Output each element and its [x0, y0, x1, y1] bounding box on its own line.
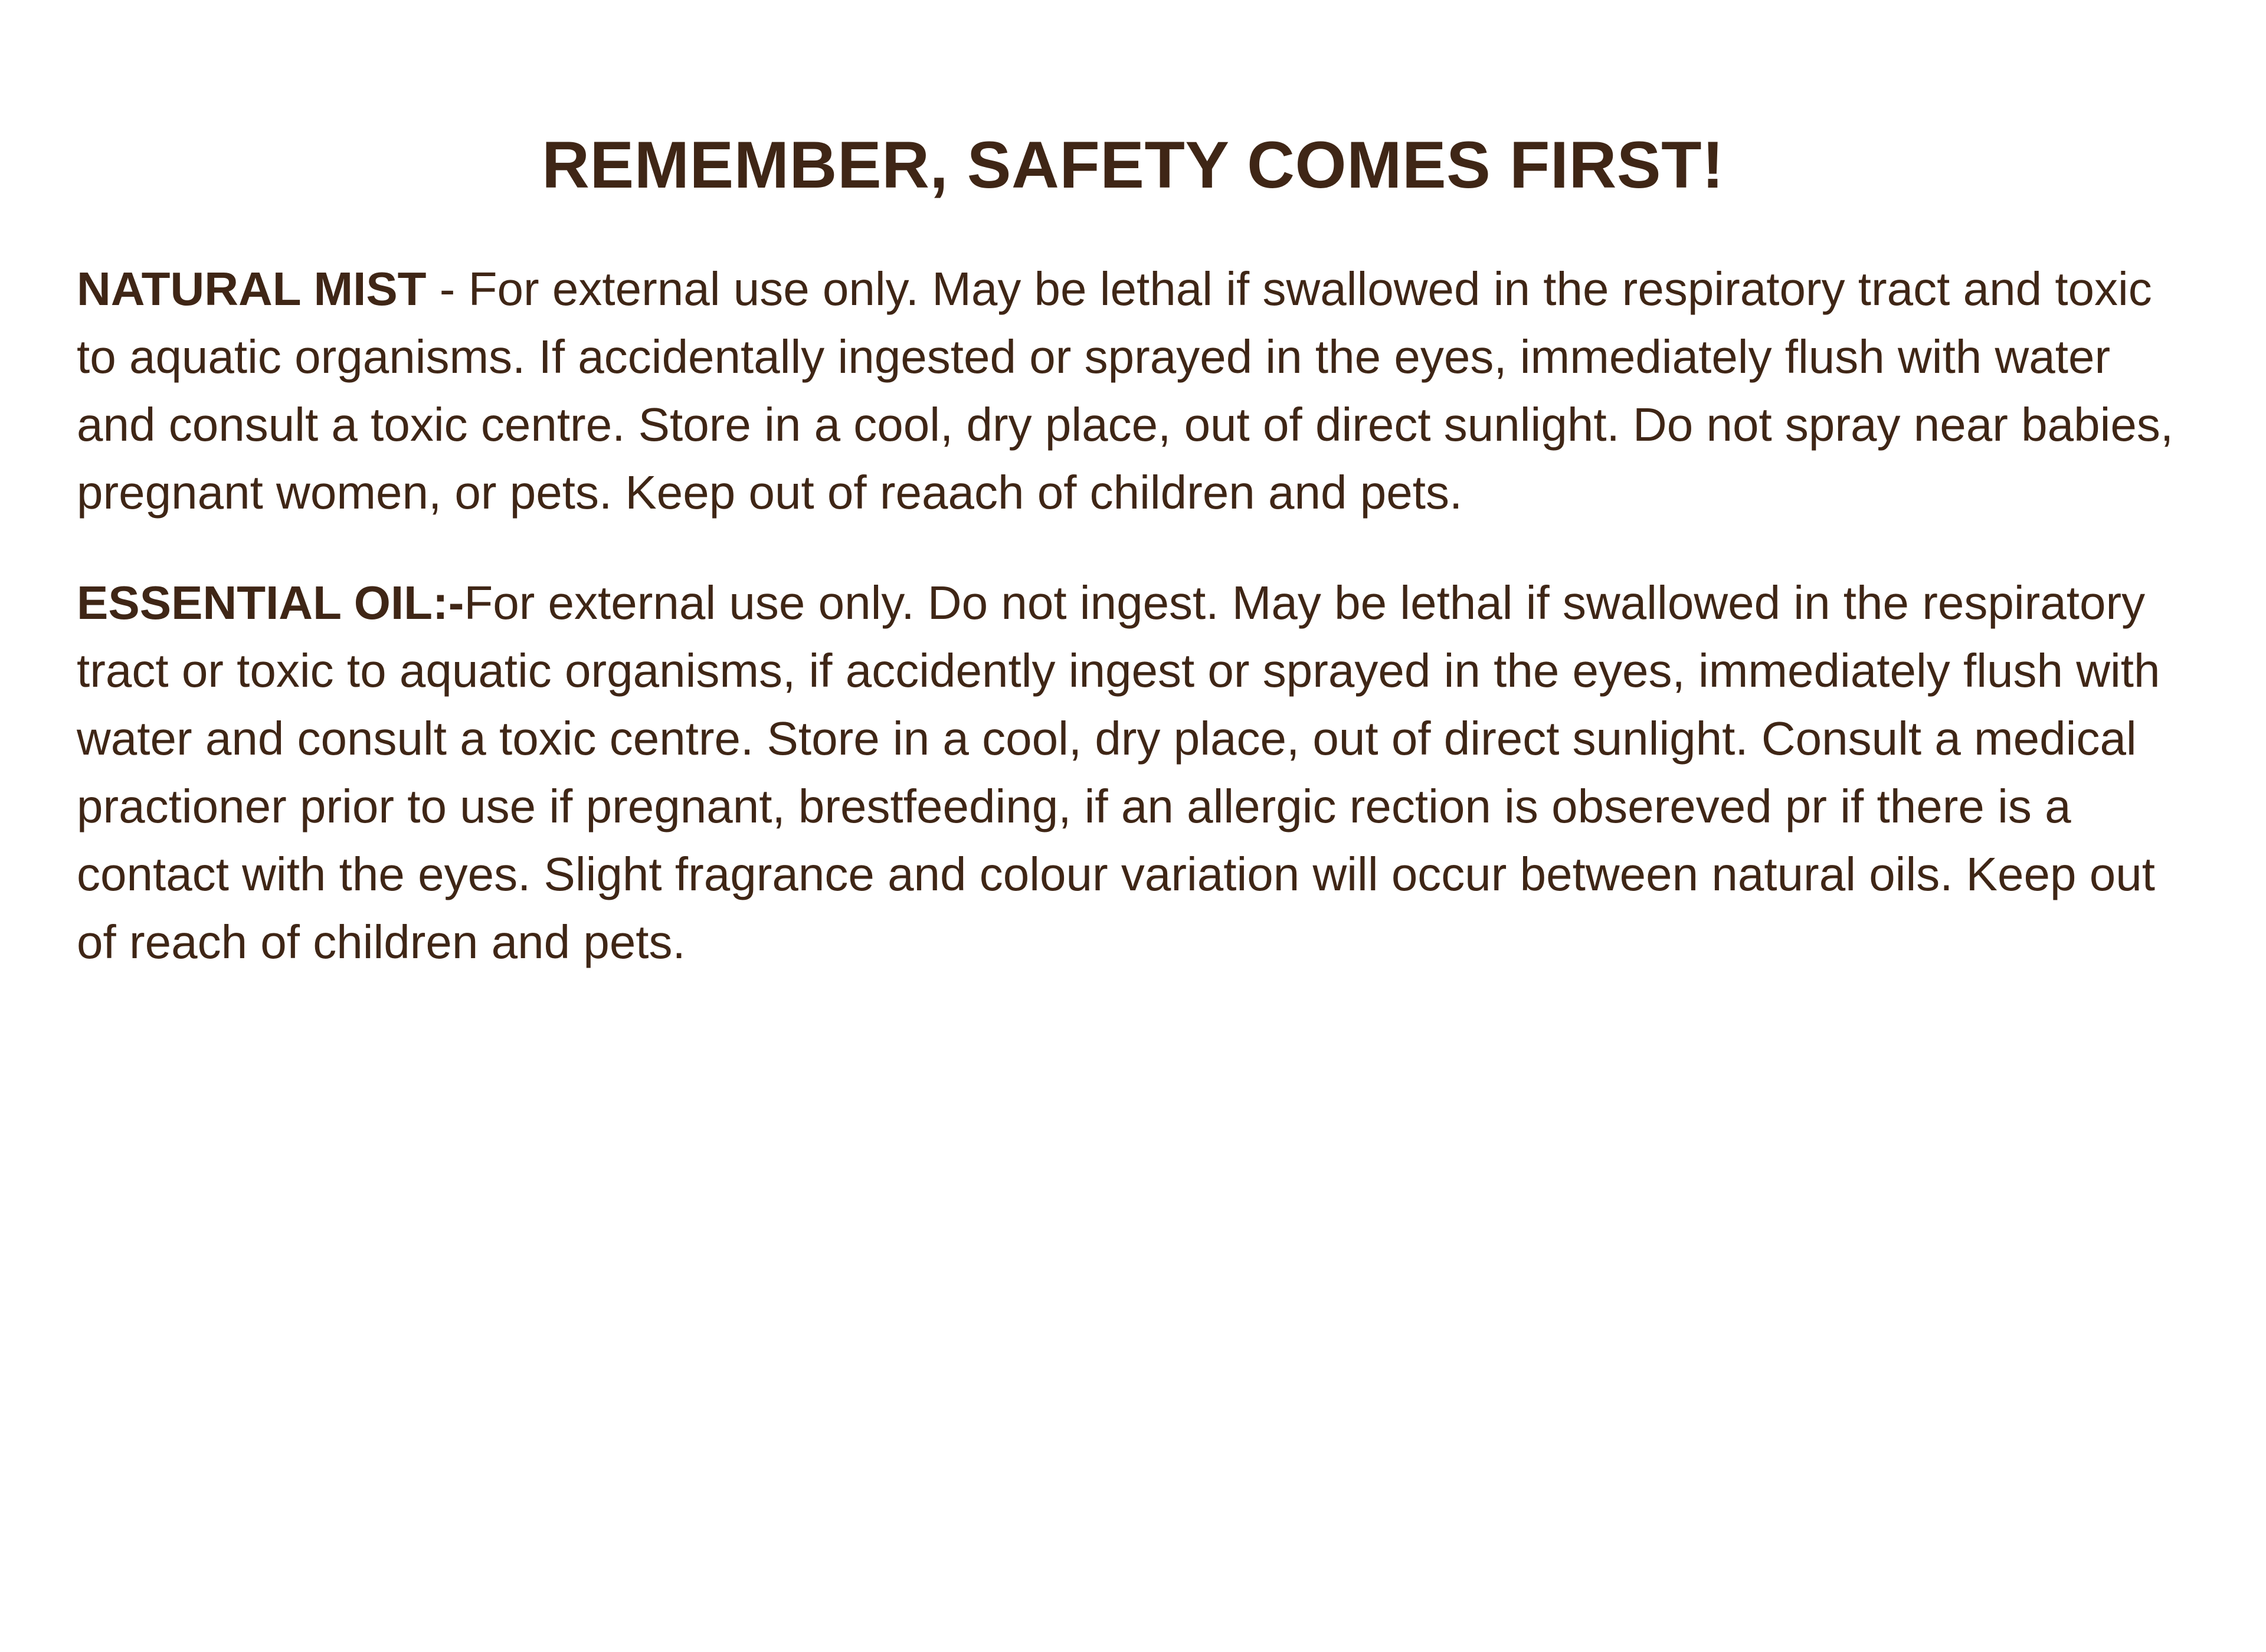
essential-oil-label: ESSENTIAL OIL:-: [77, 576, 464, 629]
essential-oil-text: For external use only. Do not ingest. May be lethal if swallowed in the respiratory tract or toxic to aquatic organisms, if accidently ingest or sprayed in the eyes, immediately flush with water and consult a toxic centre. Store in a cool, dry place, out of direct sunlight. Consult a medical practioner prior to use if pregnant, brestfeeding, if an allergic rection is obsereved pr if there is a contact with the eyes. Slight fragrance and colour variation will occur between natural oils. Keep out of reach of children and pets.: [77, 576, 2160, 968]
essential-oil-paragraph: [77, 569, 2189, 976]
natural-mist-text: For external use only. May be lethal if swallowed in the respiratory tract and toxic to aquatic organisms. If accidentally ingested or sprayed in the eyes, immediately flush with water and consult a toxic centre. Store in a cool, dry place, out of direct sunlight. Do not spray near babies, pregnant women, or pets. Keep out of reaach of children and pets.: [77, 263, 2174, 519]
page-title: REMEMBER, SAFETY COMES FIRST!: [542, 128, 1724, 202]
natural-mist-paragraph: [77, 255, 2189, 526]
natural-mist-label: NATURAL MIST: [77, 263, 427, 315]
natural-mist-separator: -: [426, 263, 469, 315]
